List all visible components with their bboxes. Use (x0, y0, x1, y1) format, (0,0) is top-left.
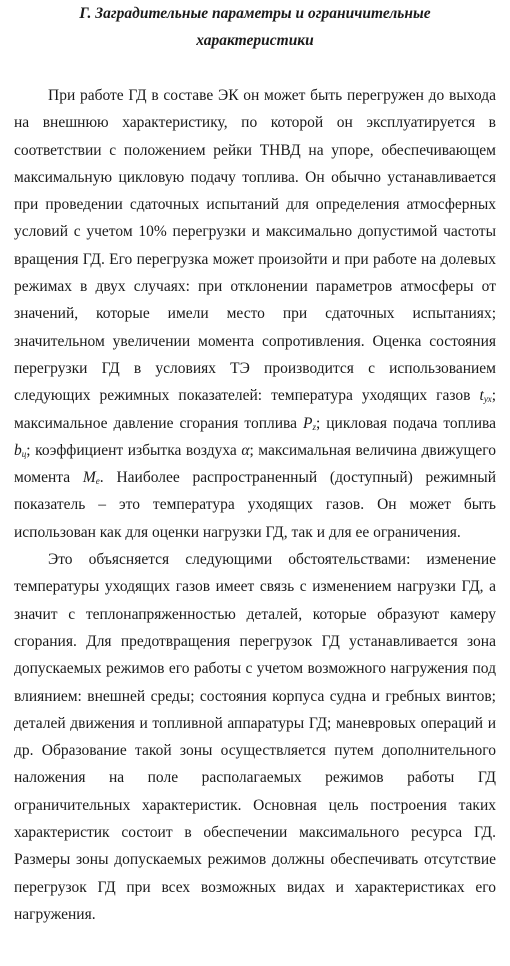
paragraph-1-text-b: ; максимальное давление сгорания топлива (14, 387, 496, 432)
heading-line-2: характеристики (196, 32, 314, 49)
heading-line-1: Г. Заградительные параметры и ограничительные (79, 5, 431, 22)
combustion-pressure-symbol: $P_z$ (303, 414, 316, 432)
torque-symbol: $M_е$ (82, 469, 100, 487)
paragraph-1 (14, 82, 496, 546)
paragraph-2: Это объясняется следующими обстоятельствами: изменение температуры уходящих газов имеет связь с изменением нагрузки ГД, а значит с теплонапряженностью деталей, которые образуют камеру сгорания. Для предотвращения перегрузок ГД устанавливается зона допускаемых режимов его работы с учетом возможного нагружения под влиянием: внешней среды; состояния корпуса судна и гребных винтов; деталей движения и топливной аппаратуры ГД; маневровых операций и др. Образование такой зоны осуществляется путем дополнительного наложения на поле располагаемых режимов работы ГД ограничительных характеристик. Основная цель построения таких характеристик состоит в обеспечении максимального ресурса ГД. Размеры зоны допускаемых режимов должны обеспечивать отсутствие перегрузок ГД при всех возможных видах и характеристиках его нагружения. (14, 551, 496, 923)
paragraph-1-text-e: ; максимальная величина движущего момента (14, 441, 496, 487)
paragraph-1-text-d: ; коэффициент избытка воздуха (26, 441, 242, 459)
exhaust-temp-symbol: $t_{ух}$ (479, 387, 492, 405)
air-excess-symbol: α (241, 441, 250, 459)
paragraph-1-text-c: ; цикловая подача топлива (315, 414, 497, 432)
paragraph-1-text-f: . Наиболее распространенный (доступный) режимный показатель – это температура уходящих газов. Он может быть использован как для оценки нагрузки ГД, так и для ее ограничения. (14, 469, 496, 541)
section-heading (14, 0, 496, 54)
paragraph-1-text-a: При работе ГД в составе ЭК он может быть перегружен до выхода на внешнюю характеристику, по которой он эксплуатируется в соответствии с положением рейки ТНВД на упоре, обеспечивающем максимальную цикловую подачу топлива. Он обычно устанавливается при проведении сдаточных испытаний для определения атмосферных условий с учетом 10% перегрузки и максимально допустимой частоты вращения ГД. Его перегрузка может произойти и при работе на долевых режимах в двух случаях: при отклонении параметров атмосферы от значений, которые имели место при сдаточных испытаниях; значительном увеличении момента сопротивления. Оценка состояния перегрузки ГД в условиях ТЭ производится с использованием следующих режимных показателей: температура уходящих газов (14, 87, 496, 405)
fuel-supply-symbol: $b_ц$ (14, 441, 27, 459)
